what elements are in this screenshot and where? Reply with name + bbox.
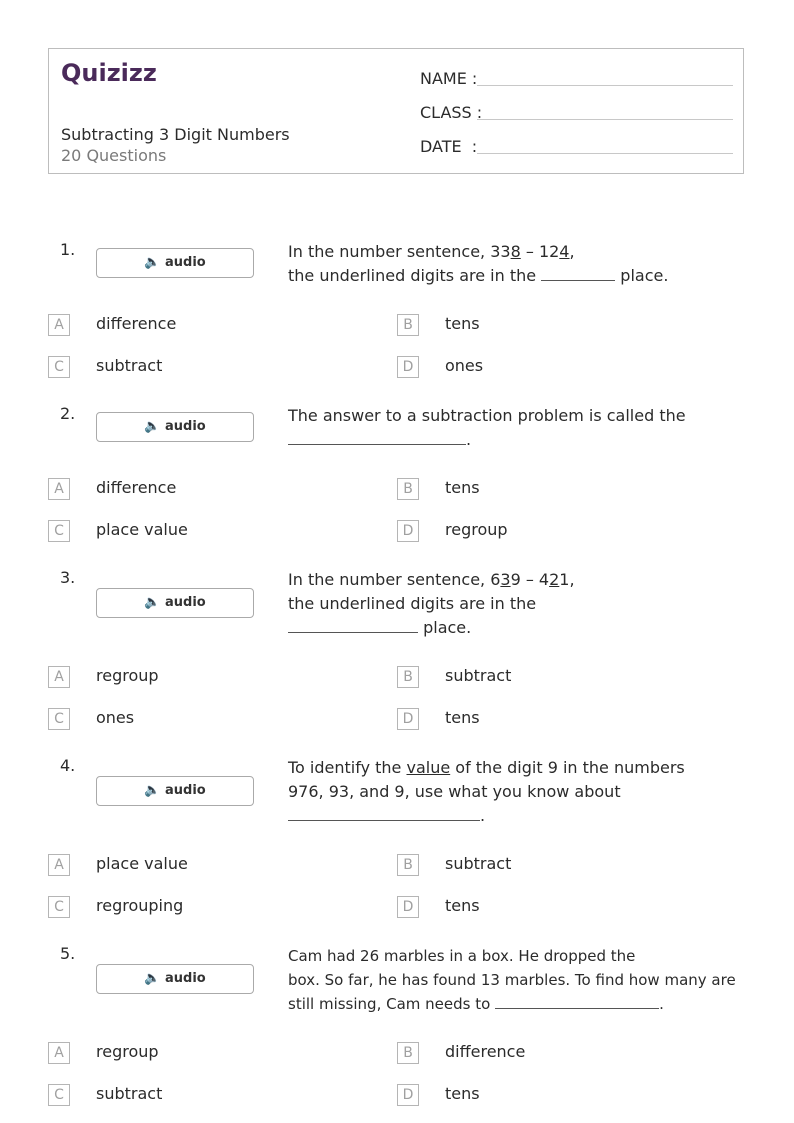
question-text: In the number sentence, 639 – 421, the underlined digits are in the place. — [288, 570, 575, 637]
audio-label: audio — [164, 255, 206, 270]
speaker-icon: 🔈 — [144, 255, 161, 270]
speaker-icon: 🔈 — [144, 419, 161, 434]
answer-blank — [288, 430, 466, 445]
answer-blank — [288, 618, 418, 633]
class-label: CLASS : — [420, 103, 483, 122]
audio-button[interactable] — [96, 248, 254, 278]
date-label: DATE : — [420, 137, 478, 156]
speaker-icon: 🔈 — [144, 595, 161, 610]
question-number: 4. — [60, 756, 76, 775]
answer-blank — [541, 266, 615, 281]
date-line — [477, 153, 733, 154]
worksheet-header — [48, 48, 744, 174]
audio-button[interactable] — [96, 964, 254, 994]
question-number: 3. — [60, 568, 76, 587]
name-field[interactable] — [420, 69, 477, 88]
audio-button[interactable] — [96, 412, 254, 442]
question-number: 5. — [60, 944, 76, 963]
question-number: 1. — [60, 240, 76, 259]
audio-button[interactable] — [96, 588, 254, 618]
name-label: NAME : — [420, 69, 478, 88]
speaker-icon: 🔈 — [144, 971, 161, 986]
audio-label: audio — [164, 971, 206, 986]
class-line — [477, 119, 733, 120]
question-text: The answer to a subtraction problem is called the . — [288, 406, 686, 449]
class-field[interactable] — [420, 103, 482, 122]
question-count: 20 Questions — [61, 146, 167, 165]
audio-label: audio — [164, 783, 206, 798]
audio-button[interactable] — [96, 776, 254, 806]
answer-blank — [495, 994, 659, 1009]
question-text: To identify the value of the digit 9 in the numbers 976, 93, and 9, use what you know about . — [288, 758, 685, 825]
audio-label: audio — [164, 419, 206, 434]
worksheet-title: Subtracting 3 Digit Numbers — [61, 125, 290, 144]
question-number: 2. — [60, 404, 76, 423]
name-line — [477, 85, 733, 86]
question-text: Cam had 26 marbles in a box. He dropped the box. So far, he has found 13 marbles. To find how many are still missing, Cam needs to . — [288, 947, 736, 1013]
audio-label: audio — [164, 595, 206, 610]
quizizz-logo: Quizizz — [61, 59, 157, 87]
answer-blank — [288, 806, 480, 821]
question-text: In the number sentence, 338 – 124, the underlined digits are in the place. — [288, 242, 669, 285]
speaker-icon: 🔈 — [144, 783, 161, 798]
date-field[interactable] — [420, 137, 477, 156]
